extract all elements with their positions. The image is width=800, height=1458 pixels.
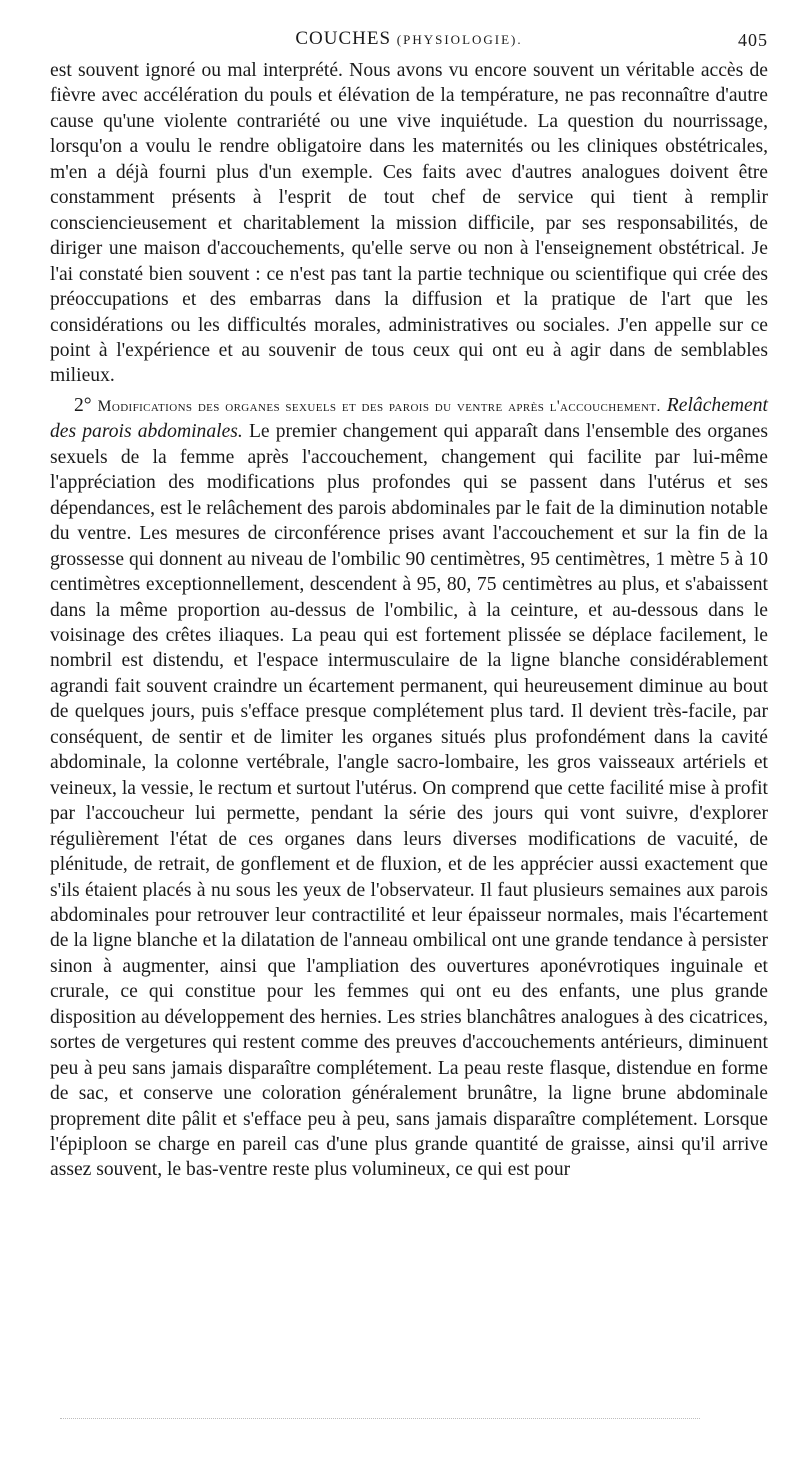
page-number: 405 — [738, 30, 768, 50]
paragraph-continued: est souvent ignoré ou mal interprété. Nous avons vu encore souvent un véritable accès de fièvre avec accélération du pouls et élévation de la température, ne pas reconnaître d'autre cause qu'une violente contrariété ou une vive inquiétude. La question du nourrissage, lorsqu'on a voulu le rendre obligatoire dans les maternités ou les cliniques obstétricales, m'en a déjà fourni plus d'un exemple. Ces faits avec d'autres analogues doivent être constamment présents à l'esprit de tout chef de service qui tient à remplir consciencieusement et charitablement la mission difficile, par ses responsabilités, de diriger une maison d'accouchements, qu'elle serve ou non à l'enseignement obstétrical. Je l'ai constaté bien souvent : ce n'est pas tant la partie technique ou scientifique qui crée des préoccupations et des embarras dans la diffusion et la pratique de l'art que les considérations ou les difficultés morales, administratives ou sociales. J'en appelle sur ce point à l'expérience et au souvenir de tous ceux qui ont eu à agir dans de semblables milieux. — [50, 60, 768, 387]
running-header — [50, 28, 768, 58]
footer-dotted-rule — [60, 1418, 700, 1419]
header-title-text: COUCHES — [295, 28, 392, 49]
book-page — [50, 28, 768, 1183]
section-number: 2° — [74, 394, 92, 416]
section-subheading: Relâchement des parois abdominales. — [50, 394, 768, 443]
section-heading: Modifications des organes sexuels et des parois du ventre après l'accouchement. — [97, 397, 661, 415]
section-2-paragraph — [50, 393, 768, 1183]
header-title — [295, 28, 522, 50]
body-text — [50, 58, 768, 1183]
header-subtitle: (PHYSIOLOGIE). — [396, 32, 523, 47]
section-text: Le premier changement qui apparaît dans l'ensemble des organes sexuels de la femme après l'accouchement, changement qui facilite par lui-même l'appréciation des modifications plus profondes qui se passent dans l'utérus et ses dépendances, est le relâchement des parois abdominales par le fait de la diminution notable du ventre. Les mesures de circonférence prises avant l'accouchement et sur la fin de la grossesse qui donnent au niveau de l'ombilic 90 centimètres, 95 centimètres, 1 mètre 5 à 10 centimètres exceptionnellement, descendent à 95, 80, 75 centimètres au plus, et s'abaissent dans la même proportion au-dessus de l'ombilic, à la ceinture, et au-dessous dans le voisinage des crêtes iliaques. La peau qui est fortement plissée se déplace facilement, le nombril est distendu, et l'espace intermusculaire de la ligne blanche considérablement agrandi fait souvent craindre un écartement permanent, qui heureusement diminue au bout de quelques jours, puis s'efface presque complétement plus tard. Il devient très-facile, par conséquent, de sentir et de limiter les organes situés plus profondément dans la cavité abdominale, la colonne vertébrale, l'angle sacro-lombaire, les gros vaisseaux artériels et veineux, la vessie, le rectum et surtout l'utérus. On comprend que cette facilité mise à profit par l'accoucheur lui permette, pendant la série des jours qui vont suivre, d'explorer régulièrement l'état de ces organes dans leurs diverses modifications de vacuité, de plénitude, de retrait, de gonflement et de fluxion, et de les apprécier aussi exactement que s'ils étaient placés à nu sous les yeux de l'observateur. Il faut plusieurs semaines aux parois abdominales pour retrouver leur contractilité et leur épaisseur normales, mais l'écartement de la ligne blanche et la dilatation de l'anneau ombilical ont une grande tendance à persister sinon à augmenter, ainsi que l'ampliation des ouvertures aponévrotiques inguinale et crurale, ce qui constitue pour les femmes qui ont eu des enfants, une plus grande disposition au développement des hernies. Les stries blanchâtres analogues à des cicatrices, sortes de vergetures qui restent comme des preuves d'accouchements antérieurs, diminuent peu à peu sans jamais disparaître complétement. La peau reste flasque, distendue en forme de sac, et conserve une coloration généralement brunâtre, la ligne brune abdominale proprement dite pâlit et s'efface peu à peu, sans jamais disparaître complétement. Lorsque l'épiploon se charge en pareil cas d'une plus grande quantité de graisse, ainsi qu'il arrive assez souvent, le bas-ventre reste plus volumineux, ce qui est pour — [50, 421, 768, 1181]
